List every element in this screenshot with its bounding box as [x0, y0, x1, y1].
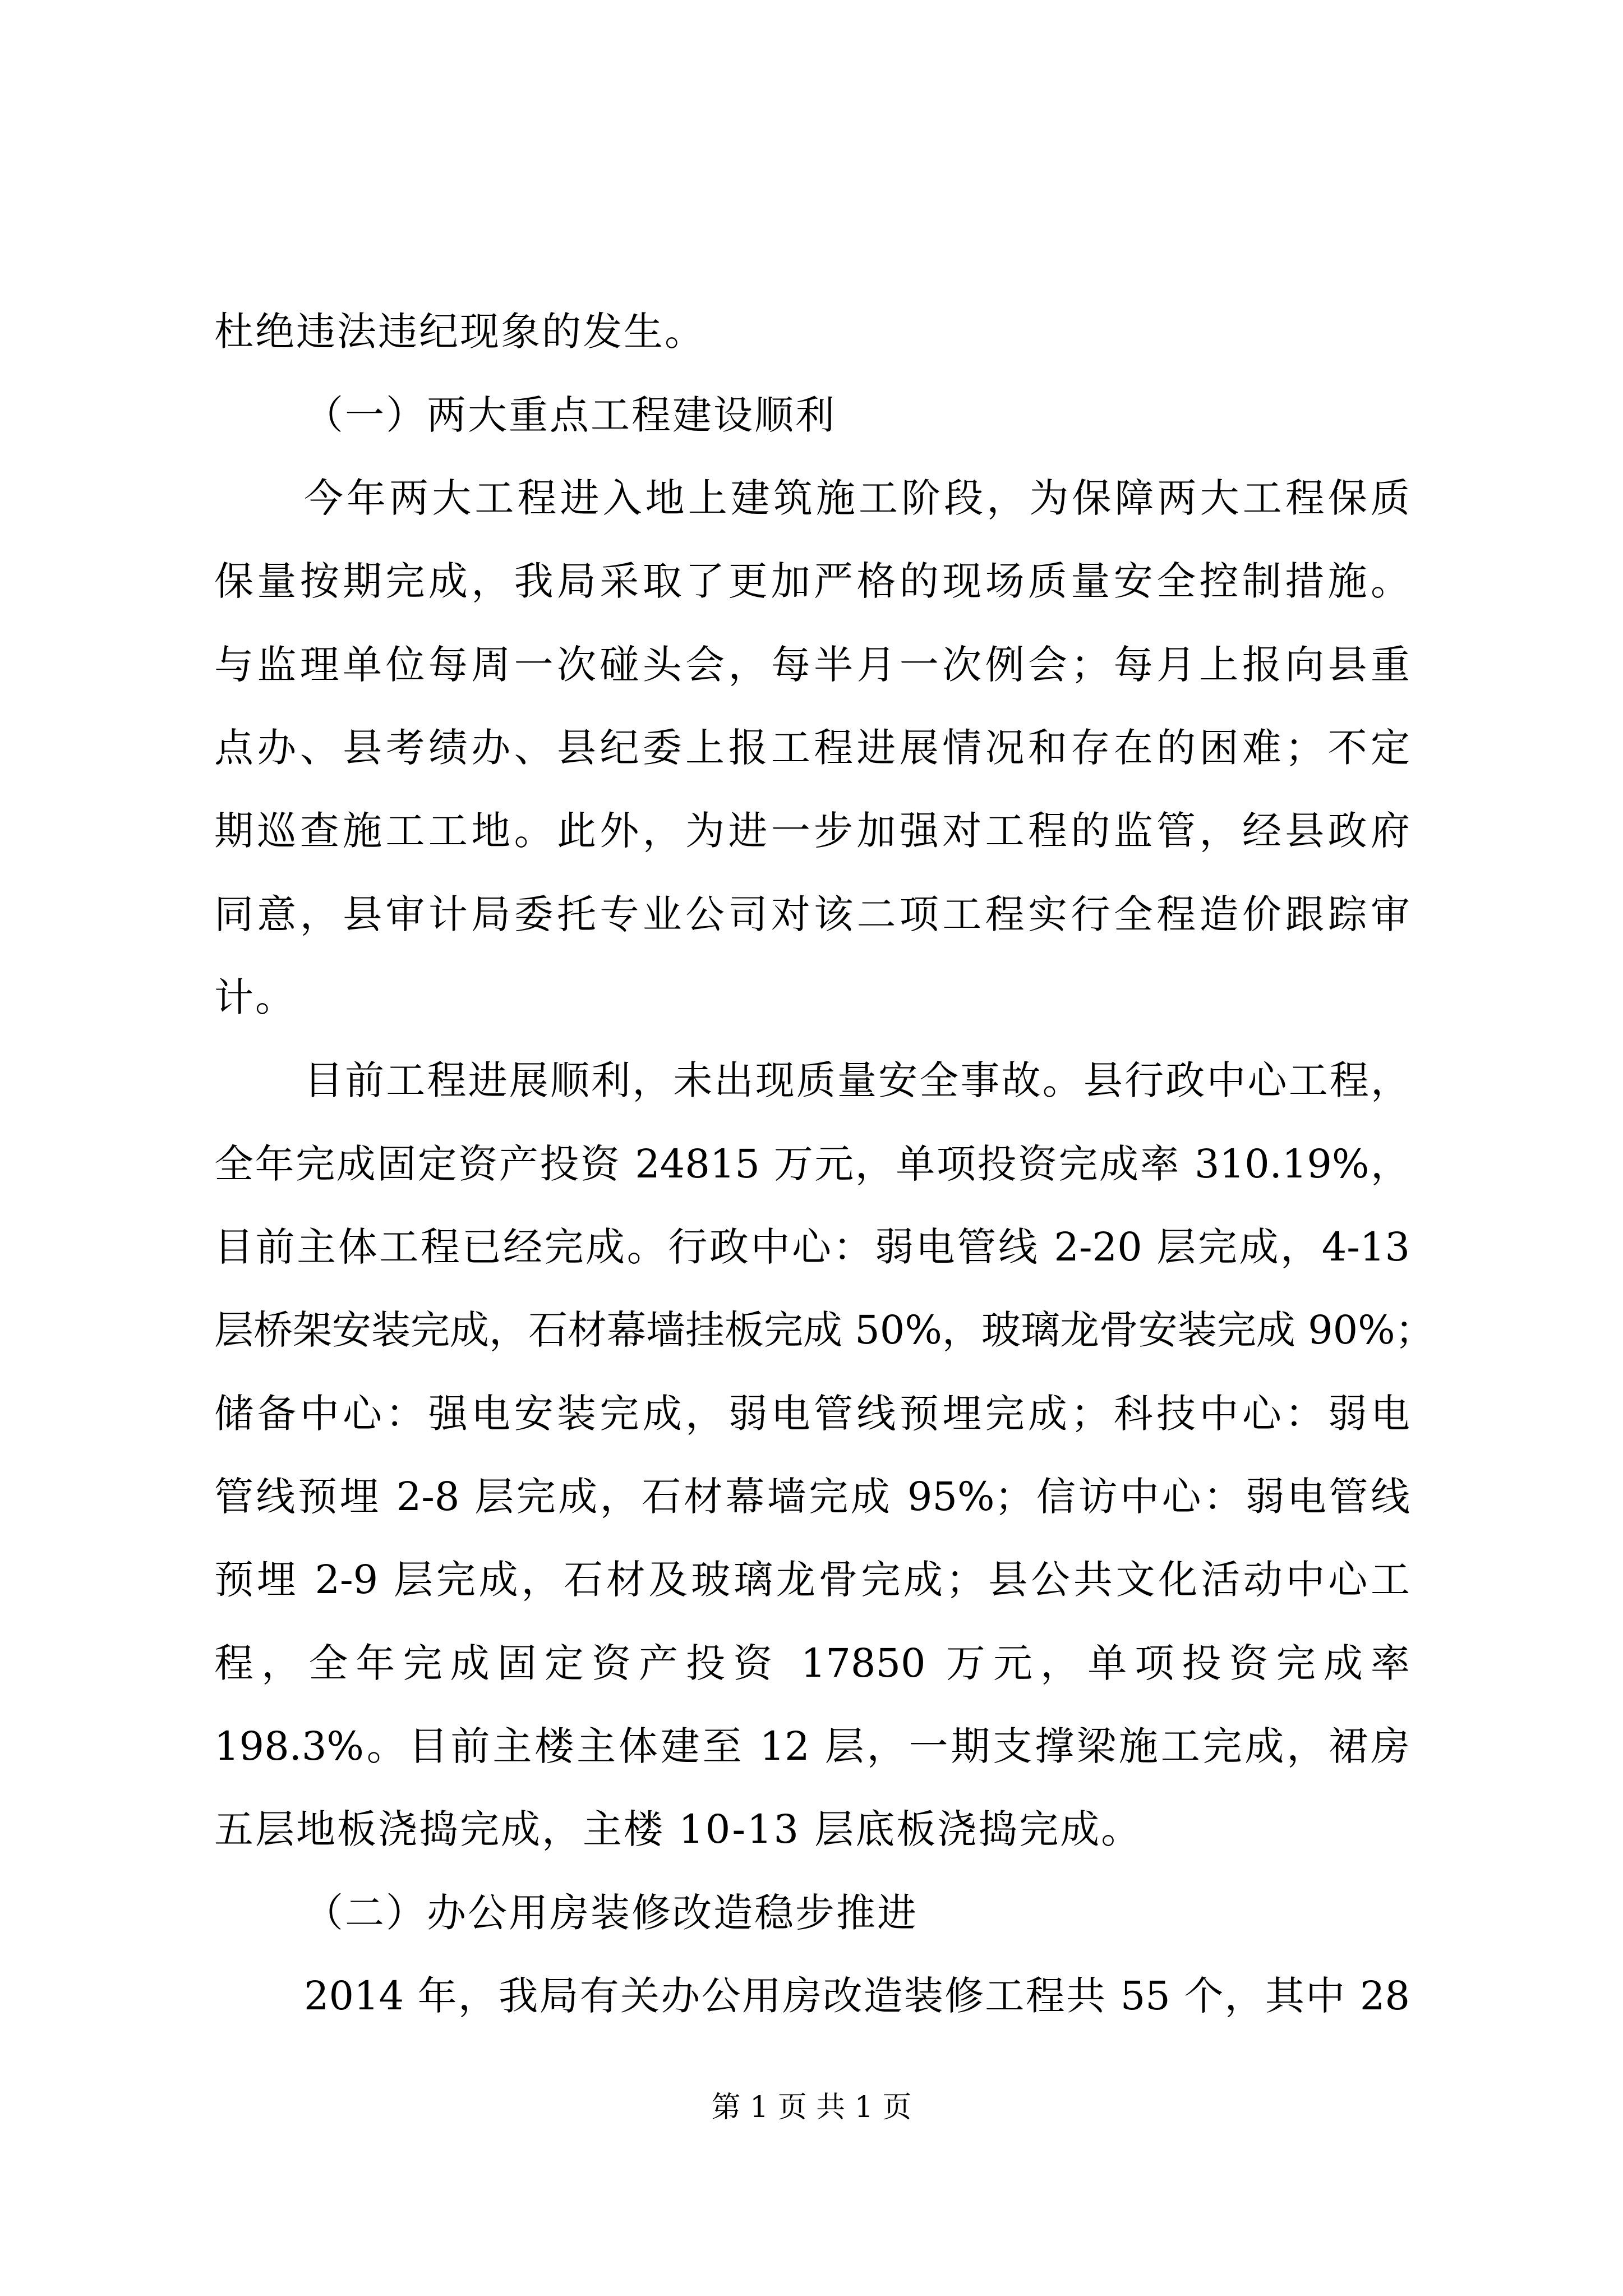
paragraph-1-line-3: 与监理单位每周一次碰头会，每半月一次例会；每月上报向县重 [214, 642, 1410, 688]
text-line-1: 杜绝违法违纪现象的发生。 [214, 309, 706, 355]
section-heading-1: （一）两大重点工程建设顺利 [304, 392, 836, 438]
paragraph-1-line-2: 保量按期完成，我局采取了更加严格的现场质量安全控制措施。 [214, 558, 1410, 604]
paragraph-1-line-5: 期巡查施工工地。此外，为进一步加强对工程的监管，经县政府 [214, 808, 1410, 854]
paragraph-2-line-8: 程，全年完成固定资产投资 17850 万元，单项投资完成率 [214, 1640, 1410, 1686]
page-number-footer: 第 1 页 共 1 页 [711, 2091, 912, 2124]
paragraph-3-line-1: 2014 年，我局有关办公用房改造装修工程共 55 个，其中 28 [304, 1973, 1410, 2019]
paragraph-2-line-10: 五层地板浇捣完成，主楼 10-13 层底板浇捣完成。 [214, 1806, 1142, 1852]
paragraph-2-line-5: 储备中心：强电安装完成，弱电管线预埋完成；科技中心：弱电 [214, 1391, 1410, 1437]
paragraph-2-line-2: 全年完成固定资产投资 24815 万元，单项投资完成率 310.19%， [214, 1141, 1410, 1187]
paragraph-1-line-7: 计。 [214, 974, 296, 1020]
paragraph-2-line-9: 198.3%。目前主楼主体建至 12 层，一期支撑梁施工完成，裙房 [214, 1723, 1410, 1769]
paragraph-2-line-3: 目前主体工程已经完成。行政中心：弱电管线 2-20 层完成，4-13 [214, 1224, 1410, 1270]
paragraph-2-line-6: 管线预埋 2-8 层完成，石材幕墙完成 95%；信访中心：弱电管线 [214, 1474, 1410, 1520]
paragraph-2-line-7: 预埋 2-9 层完成，石材及玻璃龙骨完成；县公共文化活动中心工 [214, 1557, 1410, 1603]
section-heading-2: （二）办公用房装修改造稳步推进 [304, 1890, 918, 1936]
paragraph-1-line-6: 同意，县审计局委托专业公司对该二项工程实行全程造价跟踪审 [214, 891, 1410, 937]
paragraph-2-line-4: 层桥架安装完成，石材幕墙挂板完成 50%，玻璃龙骨安装完成 90%； [214, 1307, 1435, 1353]
paragraph-1-line-4: 点办、县考绩办、县纪委上报工程进展情况和存在的困难；不定 [214, 725, 1410, 771]
paragraph-2-line-1: 目前工程进展顺利，未出现质量安全事故。县行政中心工程， [304, 1057, 1410, 1103]
paragraph-1-line-1: 今年两大工程进入地上建筑施工阶段，为保障两大工程保质 [304, 475, 1410, 521]
